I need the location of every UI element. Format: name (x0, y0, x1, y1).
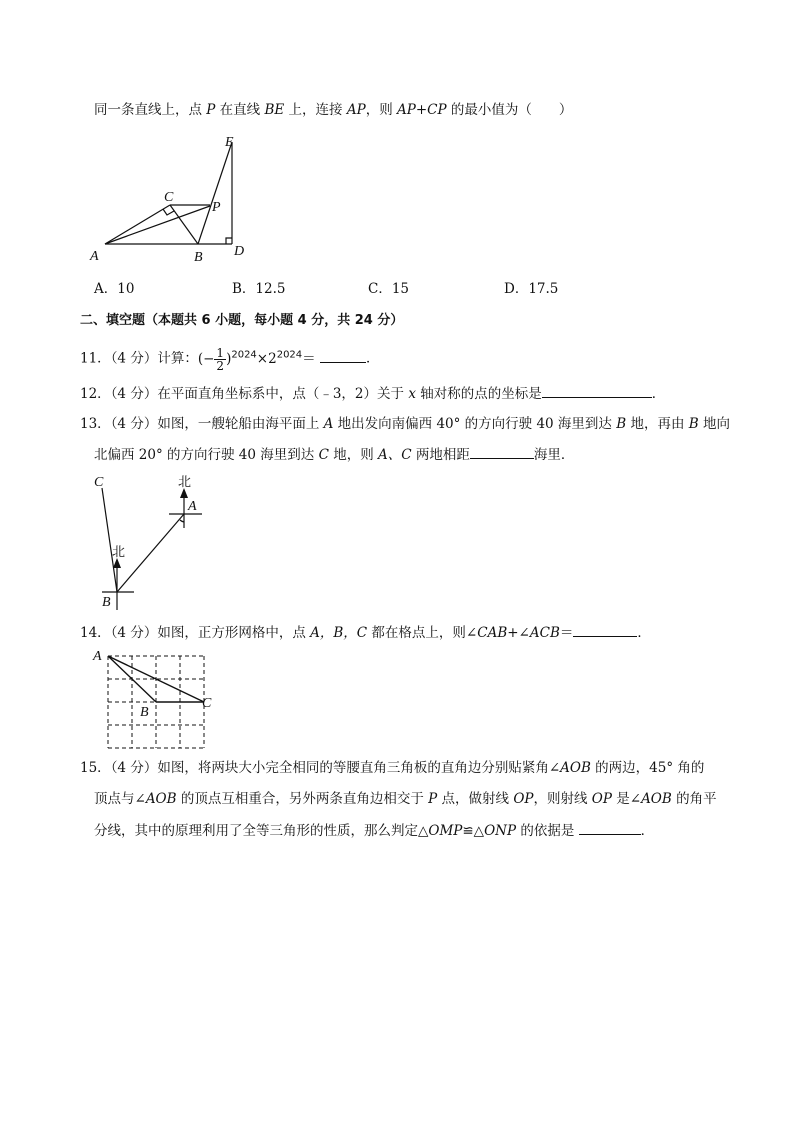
q14: 14．（4 分）如图，正方形网格中，点 A，B，C 都在格点上，则∠CAB+∠ACB＝ ． (80, 622, 651, 643)
label-d: D (234, 244, 245, 259)
angle-arc-a (180, 520, 184, 522)
label-e: E (225, 135, 234, 150)
north-label-a: 北 (178, 475, 192, 490)
q13-figure (88, 470, 218, 615)
answer-blank (579, 820, 641, 835)
q14-grid-figure (92, 646, 222, 751)
segment-bc (102, 488, 117, 592)
label-c: C (202, 696, 212, 711)
q10-stem-tail: 同一条直线上，点 P 在直线 BE 上，连接 AP，则 AP+CP 的最小值为（ ） (94, 102, 573, 118)
q12: 12．（4 分）在平面直角坐标系中，点（﹣3，2）关于 x 轴对称的点的坐标是 ． (80, 383, 665, 404)
segment-cb (170, 205, 198, 244)
right-angle-mark-c (163, 209, 174, 215)
answer-blank (320, 348, 366, 363)
label-b: B (102, 595, 111, 610)
q15-line3: 分线，其中的原理利用了全等三角形的性质，那么判定△OMP≌△ONP 的依据是 ． (94, 820, 654, 841)
label-b: B (194, 250, 203, 265)
label-a: A (93, 649, 102, 664)
label-a: A (90, 249, 99, 264)
label-c: C (94, 475, 104, 490)
label-b: B (140, 705, 149, 720)
q15-line1: 15．（4 分）如图，将两块大小完全相同的等腰直角三角板的直角边分别贴紧角∠AOB 的两边，45° 角的 (80, 760, 705, 776)
label-p: P (212, 200, 221, 215)
q10-option-a: A．10 (94, 281, 135, 297)
segment-be (198, 142, 232, 244)
answer-blank (573, 622, 637, 637)
q11-expression: (− $\frac{1}{2}$ )$^{2024}\times 2^{2024}=$ (197, 345, 316, 373)
q13-line2: 北偏西 20° 的方向行驶 40 海里到达 C 地，则 A、C 两地相距 海里． (94, 444, 574, 465)
section-heading: 二、填空题（本题共 6 小题，每小题 4 分，共 24 分） (80, 313, 404, 328)
q10-option-c: C．15 (368, 281, 410, 297)
q10-figure (90, 128, 250, 268)
right-angle-mark-d (226, 238, 232, 244)
answer-blank (470, 444, 534, 459)
fraction: $\frac{1}{2}$ (216, 345, 225, 373)
segment-ba (117, 514, 184, 592)
q13-line1: 13．（4 分）如图，一艘轮船由海平面上 A 地出发向南偏西 40° 的方向行驶 40 海里到达 B 地，再由 B 地向 (80, 416, 730, 432)
label-c: C (164, 190, 174, 205)
q10-option-b: B．12.5 (232, 281, 286, 297)
north-label-b: 北 (112, 545, 126, 560)
q10-option-d: D．17.5 (504, 281, 559, 297)
q15-line2: 顶点与∠AOB 的顶点互相重合，另外两条直角边相交于 P 点，做射线 OP，则射线 OP 是∠AOB 的角平 (94, 791, 717, 807)
answer-blank (542, 383, 652, 398)
q11: 11．（4 分）计算：(− $\frac{1}{2}$ )$^{2024}\times 2^{2024}=$ ． (80, 345, 380, 373)
label-a: A (188, 499, 197, 514)
